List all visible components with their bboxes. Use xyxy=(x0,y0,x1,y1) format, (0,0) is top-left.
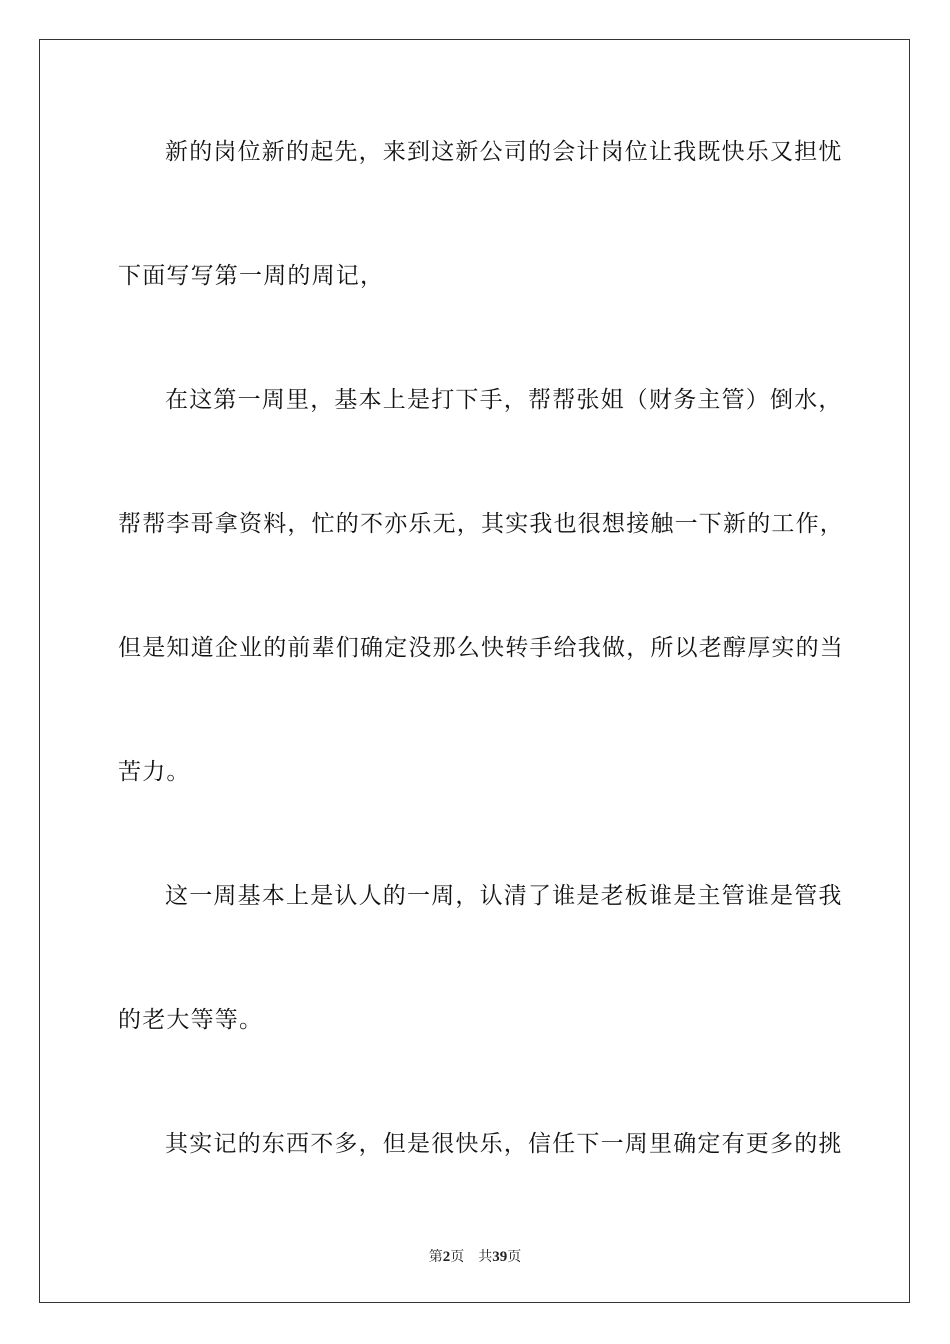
page-number: 2 xyxy=(442,1249,451,1265)
paragraph-line-4: 帮帮李哥拿资料，忙的不亦乐无，其实我也很想接触一下新的工作， xyxy=(118,511,844,537)
page-border xyxy=(39,39,910,1303)
total-pages: 39 xyxy=(492,1249,508,1265)
paragraph-line-8: 的老大等等。 xyxy=(118,1007,264,1033)
page-prefix: 第 xyxy=(428,1249,443,1265)
paragraph-line-6: 苦力。 xyxy=(118,759,191,785)
total-prefix: 共 xyxy=(478,1249,493,1265)
paragraph-line-7: 这一周基本上是认人的一周，认清了谁是老板谁是主管谁是管我 xyxy=(165,883,843,909)
paragraph-line-5: 但是知道企业的前辈们确定没那么快转手给我做，所以老醇厚实的当 xyxy=(118,635,844,661)
page-suffix: 页 xyxy=(450,1249,465,1265)
page-footer xyxy=(0,1248,950,1266)
paragraph-line-2: 下面写写第一周的周记， xyxy=(118,263,385,289)
paragraph-line-9: 其实记的东西不多，但是很快乐，信任下一周里确定有更多的挑 xyxy=(165,1131,843,1157)
paragraph-line-3: 在这第一周里，基本上是打下手，帮帮张姐（财务主管）倒水， xyxy=(165,387,843,413)
total-suffix: 页 xyxy=(507,1249,522,1265)
paragraph-line-1: 新的岗位新的起先，来到这新公司的会计岗位让我既快乐又担忧 xyxy=(165,139,843,165)
